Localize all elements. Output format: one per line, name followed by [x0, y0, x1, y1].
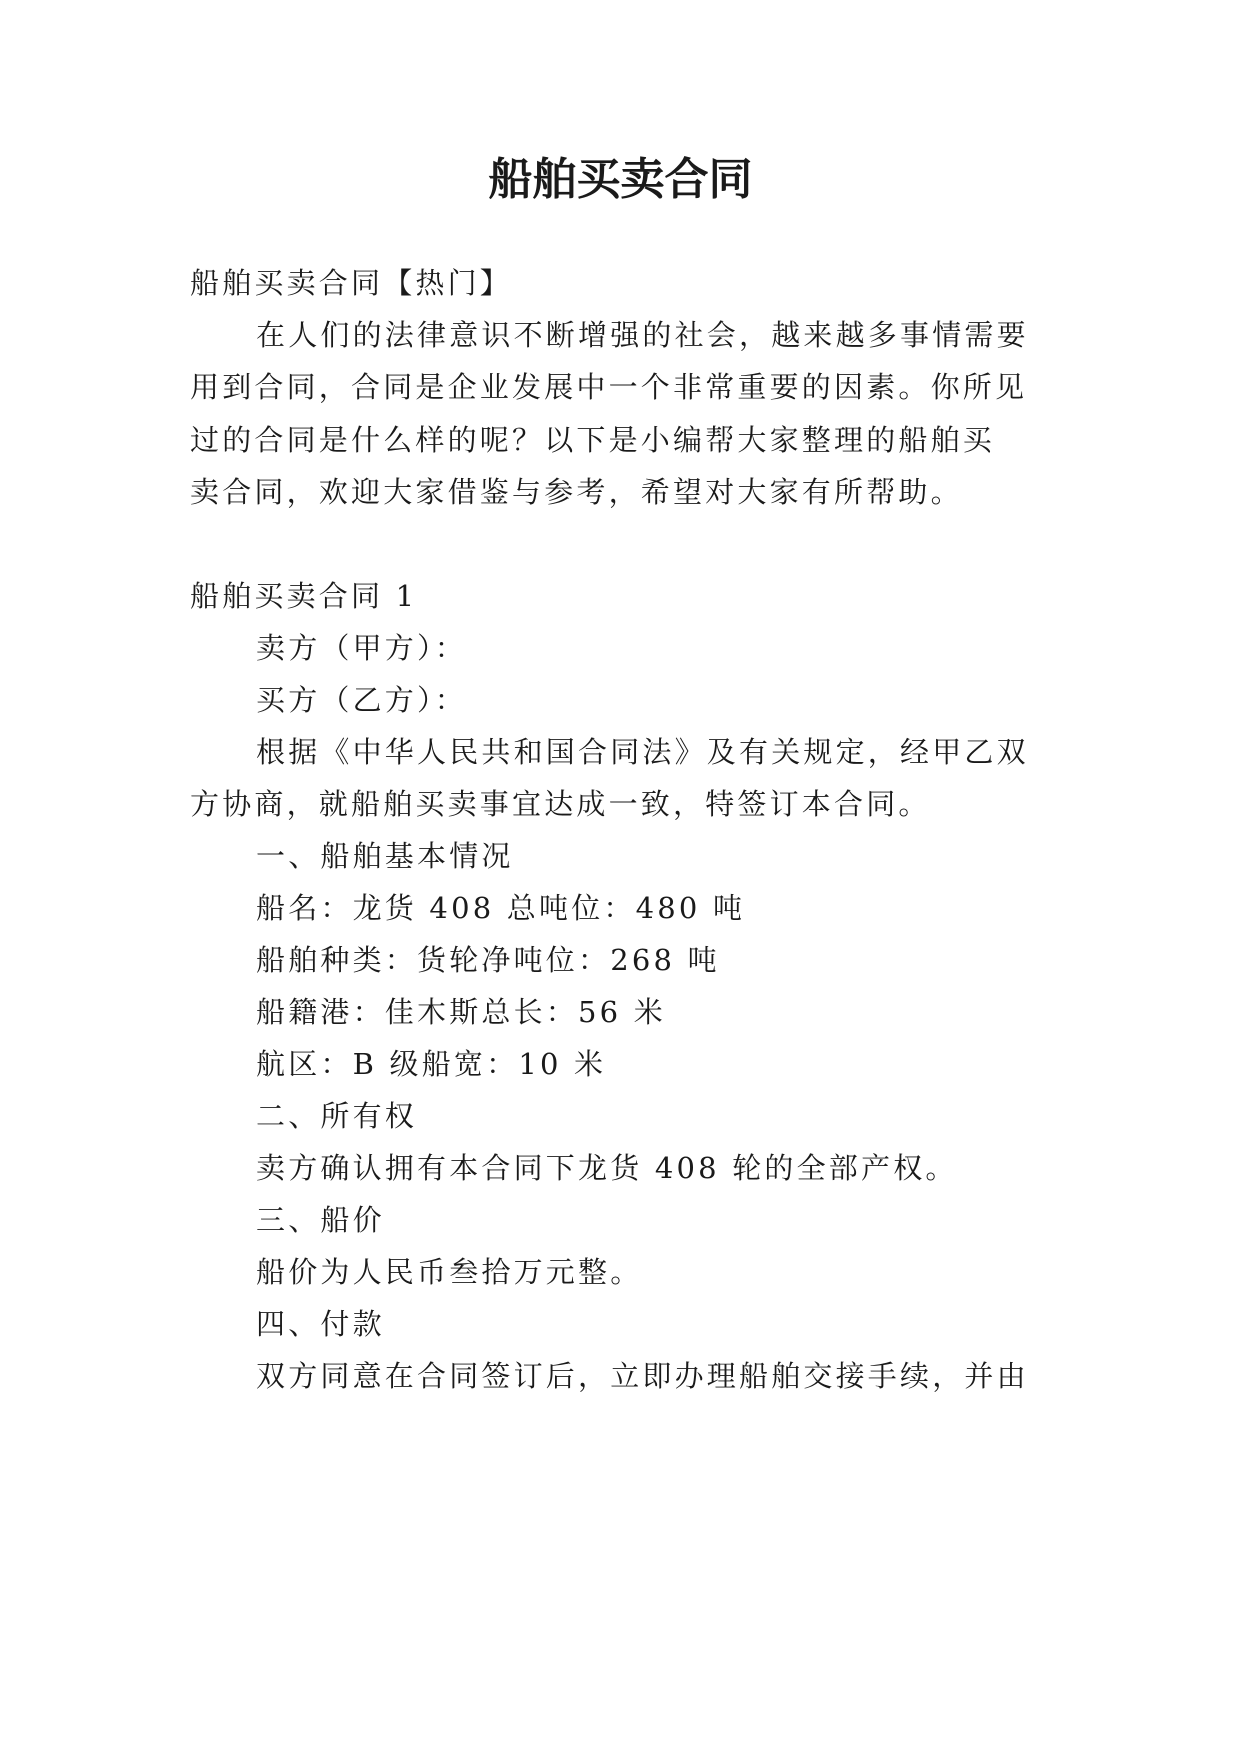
- intro-line-3: 过的合同是什么样的呢？以下是小编帮大家整理的船舶买: [190, 423, 996, 457]
- intro-line-2: 用到合同，合同是企业发展中一个非常重要的因素。你所见: [190, 370, 1028, 404]
- clause-3-heading: 三、船价: [256, 1203, 385, 1237]
- area-line: 航区：B 级船宽：10 米: [256, 1047, 607, 1081]
- basis-line-1: 根据《中华人民共和国合同法》及有关规定，经甲乙双: [256, 735, 1029, 769]
- intro-line-4: 卖合同，欢迎大家借鉴与参考，希望对大家有所帮助。: [190, 475, 963, 509]
- ownership-line: 卖方确认拥有本合同下龙货 408 轮的全部产权。: [256, 1151, 958, 1185]
- seller-line: 卖方（甲方）：: [256, 631, 467, 665]
- section-heading: 船舶买卖合同 1: [190, 579, 418, 613]
- buyer-line: 买方（乙方）：: [256, 683, 467, 717]
- price-line: 船价为人民币叁拾万元整。: [256, 1255, 643, 1289]
- port-line: 船籍港：佳木斯总长：56 米: [256, 995, 666, 1029]
- document-title: 船舶买卖合同: [488, 154, 753, 205]
- subtitle-line: 船舶买卖合同【热门】: [190, 266, 513, 300]
- payment-line: 双方同意在合同签订后，立即办理船舶交接手续，并由: [256, 1359, 1029, 1393]
- clause-2-heading: 二、所有权: [256, 1099, 418, 1133]
- intro-line-1: 在人们的法律意识不断增强的社会，越来越多事情需要: [256, 318, 1029, 352]
- ship-name-line: 船名：龙货 408 总吨位：480 吨: [256, 891, 746, 925]
- ship-type-line: 船舶种类：货轮净吨位：268 吨: [256, 943, 720, 977]
- clause-1-heading: 一、船舶基本情况: [256, 839, 514, 873]
- clause-4-heading: 四、付款: [256, 1307, 385, 1341]
- basis-line-2: 方协商，就船舶买卖事宜达成一致，特签订本合同。: [190, 787, 931, 821]
